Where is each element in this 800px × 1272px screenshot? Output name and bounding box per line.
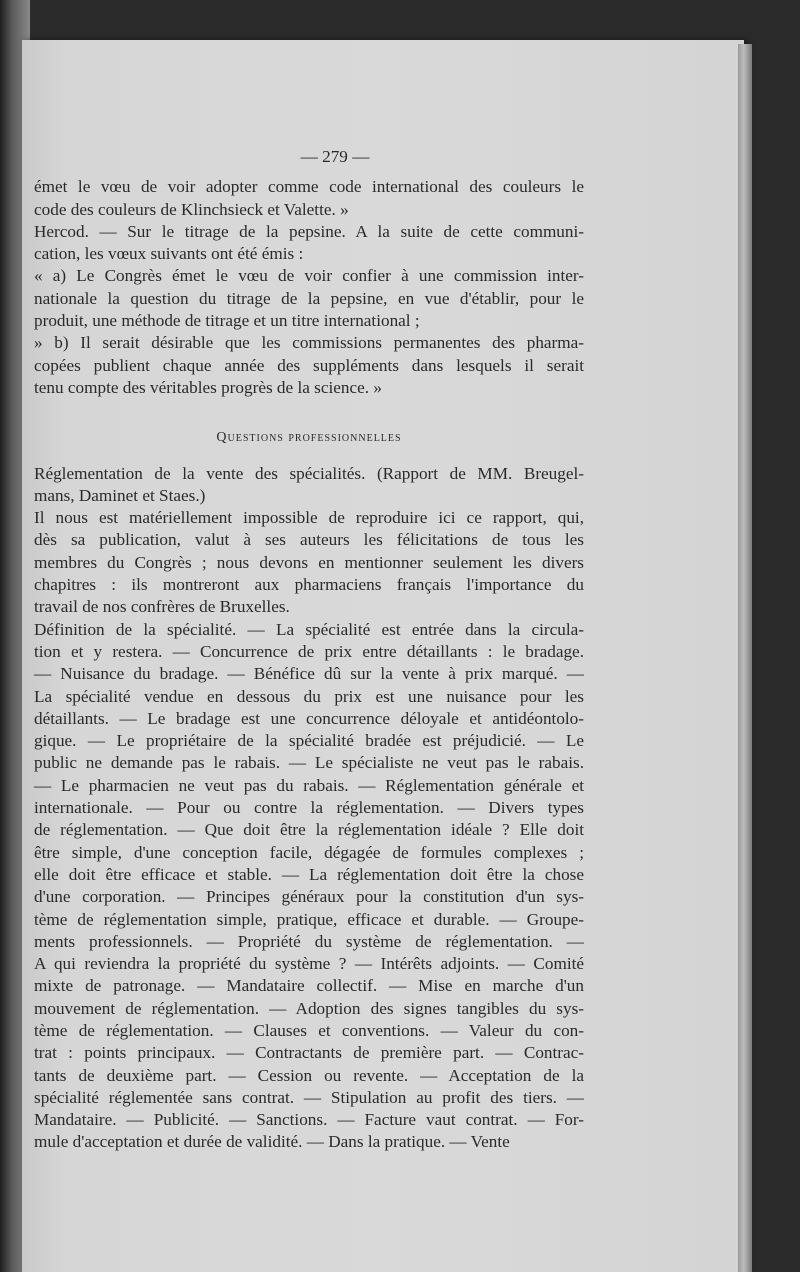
text-line: — Nuisance du bradage. — Bénéfice dû sur la vente à prix marqué. — [34,664,584,684]
text-block-top [34,176,584,399]
text-line: Réglementation de la vente des spécialités. (Rapport de MM. Breugel- [34,463,584,483]
text-line: produit, une méthode de titrage et un titre international ; [34,311,420,331]
text-line: tants de deuxième part. — Cession ou revente. — Acceptation de la [34,1065,584,1085]
text-line: code des couleurs de Klinchsieck et Valette. » [34,199,349,219]
text-line: » b) Il serait désirable que les commissions permanentes des pharma- [34,333,584,353]
section-title: Questions professionnelles [216,430,402,446]
text-line: trat : points principaux. — Contractants de première part. — Contrac- [34,1043,584,1063]
text-line: détaillants. — Le bradage est une concurrence déloyale et antidéontolo- [34,708,584,728]
text-line: tème de réglementation. — Clauses et conventions. — Valeur du con- [34,1020,584,1040]
text-line: être simple, d'une conception facile, dégagée de formules complexes ; [34,842,584,862]
page-number: — 279 — [300,147,370,166]
text-line: elle doit être efficace et stable. — La réglementation doit être la chose [34,864,584,884]
text-line: d'une corporation. — Principes généraux pour la constitution d'un sys- [34,887,584,907]
page-stack-edge [738,44,752,1272]
text-line: — Le pharmacien ne veut pas du rabais. — Réglementation générale et [34,775,584,795]
text-line: tenu compte des véritables progrès de la science. » [34,377,382,397]
text-line: Mandataire. — Publicité. — Sanctions. — Facture vaut contrat. — For- [34,1110,584,1130]
text-block-bottom [34,463,584,1154]
text-line: Hercod. — Sur le titrage de la pepsine. A la suite de cette communi- [34,221,584,241]
text-line: spécialité réglementée sans contrat. — Stipulation au profit des tiers. — [34,1087,584,1107]
text-line: membres du Congrès ; nous devons en mentionner seulement les divers [34,552,584,572]
text-line: A qui reviendra la propriété du système ? — Intérêts adjoints. — Comité [34,954,584,974]
text-line: tion et y restera. — Concurrence de prix entre détaillants : le bradage. [34,641,584,661]
text-line: de réglementation. — Que doit être la réglementation idéale ? Elle doit [34,820,584,840]
text-line: nationale la question du titrage de la pepsine, en vue d'établir, pour le [34,288,584,308]
text-line: mixte de patronage. — Mandataire collectif. — Mise en marche d'un [34,976,584,996]
text-line: ments professionnels. — Propriété du système de réglementation. — [34,931,584,951]
text-line: copées publient chaque année des suppléments dans lesquels il serait [34,355,584,375]
text-line: chapitres : ils montreront aux pharmaciens français l'importance du [34,575,584,595]
text-line: « a) Le Congrès émet le vœu de voir confier à une commission inter- [34,266,584,286]
text-line: internationale. — Pour ou contre la réglementation. — Divers types [34,798,584,818]
text-line: Il nous est matériellement impossible de reproduire ici ce rapport, qui, [34,508,584,528]
text-line: mans, Daminet et Staes.) [34,485,206,505]
text-line: émet le vœu de voir adopter comme code international des couleurs le [34,177,584,197]
text-line: mule d'acceptation et durée de validité. — Dans la pratique. — Vente [34,1132,510,1152]
text-line: Définition de la spécialité. — La spécialité est entrée dans la circula- [34,619,584,639]
text-line: cation, les vœux suivants ont été émis : [34,244,304,264]
text-line: dès sa publication, valut à ses auteurs les félicitations de tous les [34,530,584,550]
text-line: public ne demande pas le rabais. — Le spécialiste ne veut pas le rabais. [34,753,584,773]
text-line: gique. — Le propriétaire de la spécialité bradée est préjudicié. — Le [34,731,584,751]
text-line: travail de nos confrères de Bruxelles. [34,597,290,617]
text-line: tème de réglementation simple, pratique, efficace et durable. — Groupe- [34,909,584,929]
text-line: La spécialité vendue en dessous du prix est une nuisance pour les [34,686,584,706]
text-line: mouvement de réglementation. — Adoption des signes tangibles du sys- [34,998,584,1018]
page-text [34,146,584,1154]
